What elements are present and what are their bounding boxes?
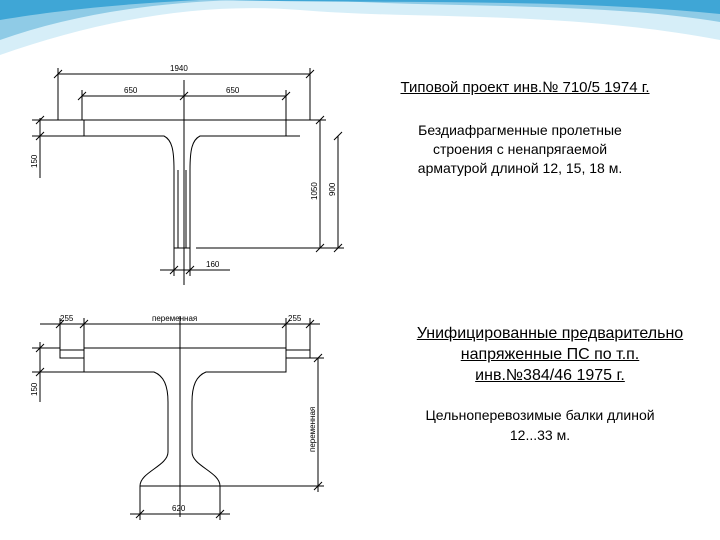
dim-bottom-width: 620 xyxy=(172,504,186,513)
dim-height: переменная xyxy=(308,406,317,452)
project1-desc-line: арматурой длиной 12, 15, 18 м. xyxy=(417,160,623,176)
project1-desc-line: строения с ненапрягаемой xyxy=(432,141,608,157)
t-beam-drawing-2 xyxy=(20,302,340,532)
dim-flange-thickness: 150 xyxy=(30,154,39,168)
project2-title-line: напряженные ПС по т.п. xyxy=(460,346,640,363)
project2-title xyxy=(380,323,720,386)
project2-desc-line: Цельноперевозимые балки длиной xyxy=(425,407,655,423)
dim-middle: переменная xyxy=(152,314,198,323)
dim-height-a: 1050 xyxy=(310,182,319,200)
dim-flange-thickness: 150 xyxy=(30,382,39,396)
dim-height-b: 900 xyxy=(328,182,337,196)
project1-desc-line: Бездиафрагменные пролетные xyxy=(418,122,622,138)
project1-title: Типовой проект инв.№ 710/5 1974 г. xyxy=(400,79,650,96)
project2-title-line: Унифицированные предварительно xyxy=(416,325,684,342)
project2-description xyxy=(390,405,690,445)
t-beam-drawing-1 xyxy=(20,60,360,285)
dim-web-width: 160 xyxy=(206,260,220,269)
project2-title-line: инв.№384/46 1975 г. xyxy=(475,367,625,384)
dim-left: 255 xyxy=(60,314,74,323)
dim-right: 255 xyxy=(288,314,302,323)
dim-total-width: 1940 xyxy=(170,64,188,73)
project2-desc-line: 12...33 м. xyxy=(509,427,571,443)
dim-right-half: 650 xyxy=(226,86,240,95)
dim-left-half: 650 xyxy=(124,86,138,95)
project1-description xyxy=(385,121,655,178)
